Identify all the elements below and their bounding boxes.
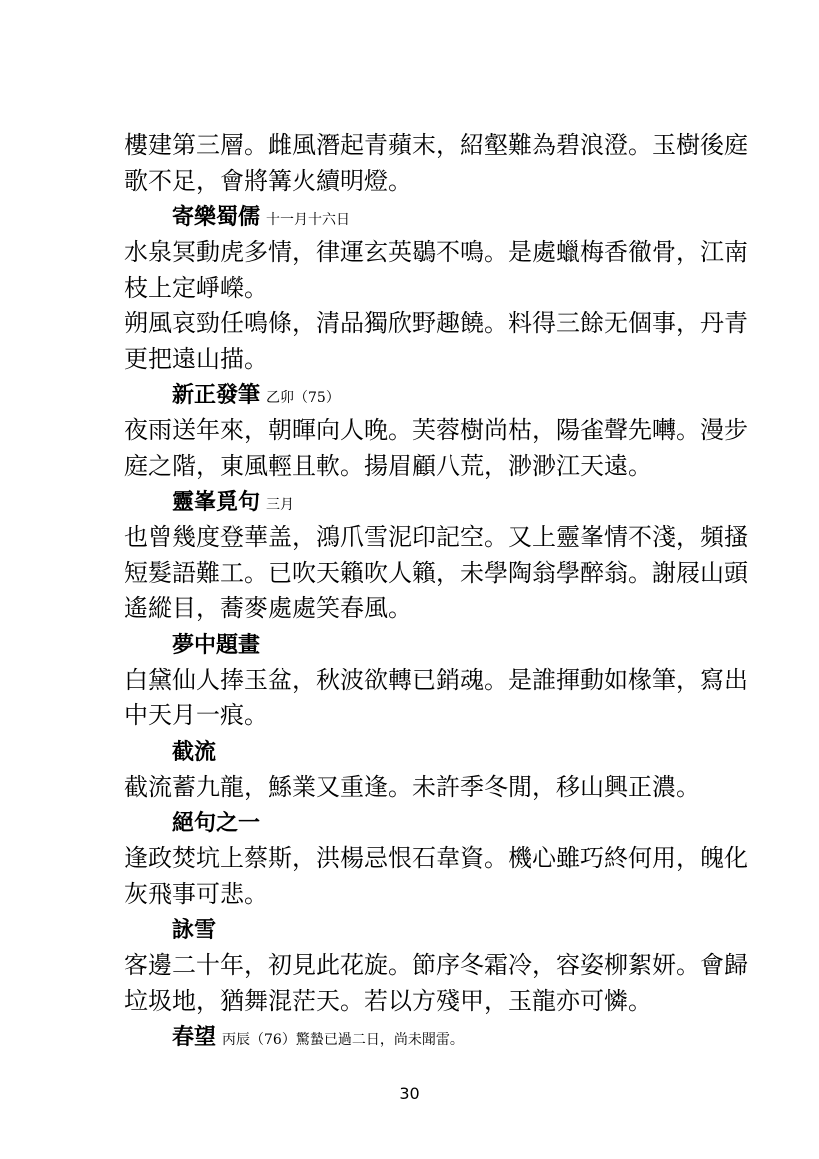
poem-heading xyxy=(124,912,734,948)
text-line: 白黛仙人捧玉盆，秋波欲轉已銷魂。是誰揮動如椽筆，寫出 xyxy=(124,665,748,694)
poem-xinzheng-fabi xyxy=(124,377,748,484)
text-line: 客邊二十年，初見此花旋。節序冬霜冷，容姿柳絮妍。會歸 xyxy=(124,951,748,979)
text-line: 朔風哀勁任鳴條，清品獨欣野趣饒。料得三餘无個事，丹青 xyxy=(124,309,748,337)
poem-chunwang xyxy=(124,1019,734,1055)
poem-title: 春望 xyxy=(172,1024,217,1050)
text-line: 中天月一痕。 xyxy=(124,701,268,729)
text-line: 樓建第三層。雌風潛起青蘋末，紹壑難為碧浪澄。玉樹後庭 xyxy=(124,131,748,159)
poem-jieliu xyxy=(124,734,734,806)
poem-title: 詠雪 xyxy=(172,917,217,943)
poem-heading xyxy=(124,1019,734,1055)
poem-heading xyxy=(124,484,734,520)
poem-note: 丙辰（76）驚蟄已過二日，尚未聞雷。 xyxy=(222,1032,464,1048)
poem-title: 新正發筆 xyxy=(172,382,261,408)
text-line: 歌不足，會將篝火續明燈。 xyxy=(124,166,412,195)
poem-heading xyxy=(124,199,734,235)
poem-yongxue xyxy=(124,912,748,1019)
intro-text xyxy=(124,128,748,199)
poem-note: 三月 xyxy=(266,497,295,513)
poem-title: 截流 xyxy=(172,738,217,765)
poem-title: 靈峯覓句 xyxy=(172,489,261,515)
text-line: 短髮語難工。已吹天籟吹人籟，未學陶翁學醉翁。謝屐山頭 xyxy=(124,558,748,587)
poem-heading xyxy=(124,734,734,770)
poem-note: 十一月十六日 xyxy=(266,212,351,228)
text-line: 灰飛事可悲。 xyxy=(124,879,268,908)
page-body xyxy=(124,128,748,1055)
poem-mengzhong-tihua xyxy=(124,627,748,734)
text-line: 水泉冥動虎多情，律運玄英鶡不鳴。是處蠟梅香徹骨，江南 xyxy=(124,238,748,266)
text-line: 夜雨送年來，朝暉向人晚。芙蓉樹尚枯，陽雀聲先囀。漫步 xyxy=(124,416,748,444)
poem-lingfeng-miju xyxy=(124,484,748,627)
poem-heading xyxy=(124,805,734,841)
poem-heading xyxy=(124,627,734,663)
text-line: 庭之階，東風輕且軟。揚眉顧八荒，渺渺江天遠。 xyxy=(124,451,652,480)
text-line: 逢政焚坑上蔡斯，洪楊忌恨石韋資。機心雖巧終何用，魄化 xyxy=(124,844,748,872)
text-line: 更把遠山描。 xyxy=(124,344,268,373)
text-line: 截流蓄九龍，鯀業又重逢。未許季冬閒，移山興正濃。 xyxy=(124,772,700,801)
poem-jueju-zhiyi xyxy=(124,805,748,912)
page-number: 30 xyxy=(399,1084,420,1103)
text-line: 枝上定崢嶸。 xyxy=(124,273,268,302)
text-line: 遙縱目，蕎麥處處笑春風。 xyxy=(124,594,412,622)
poem-jile-shuru xyxy=(124,199,748,377)
poem-title: 夢中題畫 xyxy=(172,631,261,658)
poem-note: 乙卯（75） xyxy=(266,390,340,406)
poem-heading xyxy=(124,377,734,413)
poem-title: 絕句之一 xyxy=(172,810,261,836)
poem-title: 寄樂蜀儒 xyxy=(172,204,261,230)
text-line: 也曾幾度登華盖，鴻爪雪泥印記空。又上靈峯情不淺，頻搔 xyxy=(124,523,748,551)
text-line: 垃圾地，猶舞混茫天。若以方殘甲，玉龍亦可憐。 xyxy=(124,986,652,1015)
